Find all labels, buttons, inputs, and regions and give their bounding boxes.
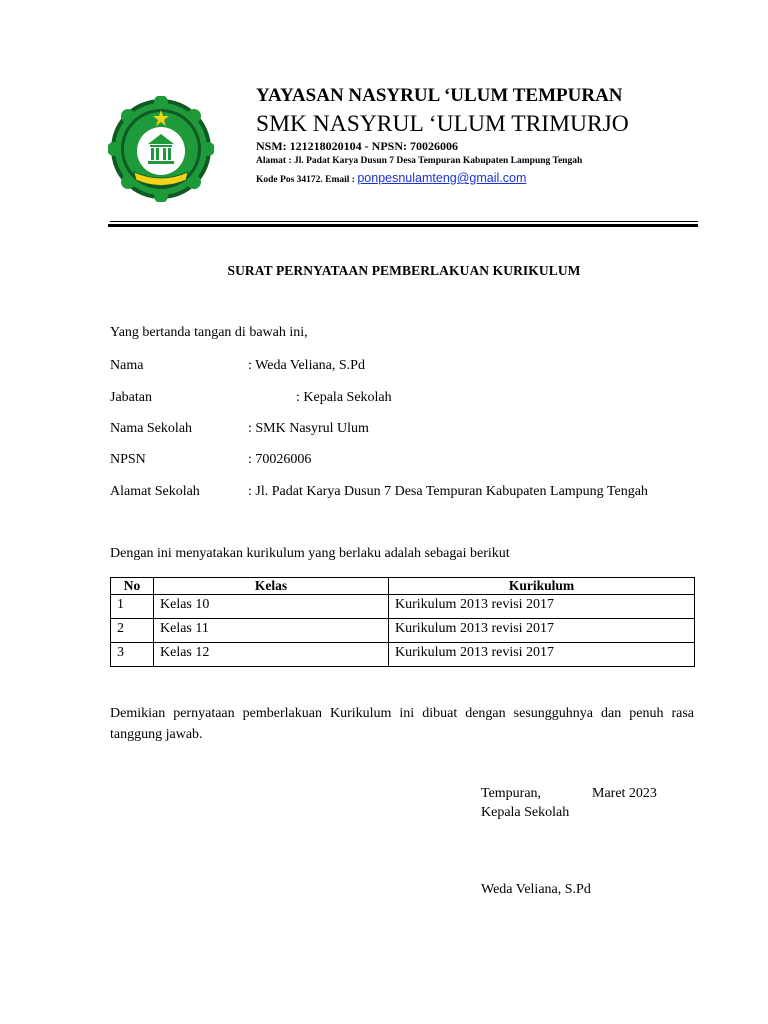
school-emblem-icon [108, 96, 214, 202]
field-label-jabatan: Jabatan [110, 390, 152, 405]
cell-kelas: Kelas 12 [154, 643, 389, 667]
cell-no: 2 [111, 619, 154, 643]
postal-email-line [256, 171, 526, 185]
signature-name: Weda Veliana, S.Pd [481, 882, 591, 897]
cell-kurikulum: Kurikulum 2013 revisi 2017 [389, 595, 695, 619]
header-divider-thick [108, 224, 698, 227]
col-header-kelas: Kelas [154, 578, 389, 595]
signature-position: Kepala Sekolah [481, 805, 570, 820]
field-label-npsn: NPSN [110, 452, 146, 467]
statement-text: Dengan ini menyatakan kurikulum yang berlaku adalah sebagai berikut [110, 546, 510, 561]
table-row [111, 619, 695, 643]
field-label-alamat: Alamat Sekolah [110, 484, 200, 499]
field-value-jabatan: : Kepala Sekolah [296, 390, 392, 405]
postal-code: Kode Pos 34172. Email : [256, 175, 355, 185]
cell-kurikulum: Kurikulum 2013 revisi 2017 [389, 643, 695, 667]
curriculum-table [110, 577, 695, 667]
email-link[interactable]: ponpesnulamteng@gmail.com [357, 171, 527, 185]
intro-text: Yang bertanda tangan di bawah ini, [110, 325, 308, 340]
field-value-nama-sekolah: : SMK Nasyrul Ulum [248, 421, 369, 436]
school-logo [108, 96, 214, 202]
cell-kelas: Kelas 11 [154, 619, 389, 643]
table-header-row [111, 578, 695, 595]
signature-date: Maret 2023 [592, 786, 657, 801]
cell-no: 3 [111, 643, 154, 667]
table-row [111, 595, 695, 619]
letter-title: SURAT PERNYATAAN PEMBERLAKUAN KURIKULUM [227, 263, 581, 278]
field-value-nama: : Weda Veliana, S.Pd [248, 358, 365, 373]
table-row [111, 643, 695, 667]
school-address: Alamat : Jl. Padat Karya Dusun 7 Desa Tempuran Kabupaten Lampung Tengah [256, 156, 583, 166]
cell-kelas: Kelas 10 [154, 595, 389, 619]
school-name: SMK NASYRUL ‘ULUM TRIMURJO [256, 111, 629, 137]
field-value-alamat: : Jl. Padat Karya Dusun 7 Desa Tempuran Kabupaten Lampung Tengah [248, 484, 648, 499]
col-header-kurikulum: Kurikulum [389, 578, 695, 595]
field-label-nama-sekolah: Nama Sekolah [110, 421, 193, 436]
cell-kurikulum: Kurikulum 2013 revisi 2017 [389, 619, 695, 643]
foundation-name: YAYASAN NASYRUL ‘ULUM TEMPURAN [256, 85, 623, 106]
col-header-no: No [111, 578, 154, 595]
header-divider-thin [110, 221, 698, 222]
field-label-nama: Nama [110, 358, 144, 373]
signature-place: Tempuran, [481, 786, 542, 801]
closing-paragraph: Demikian pernyataan pemberlakuan Kurikulum ini dibuat dengan sesungguhnya dan penuh rasa tanggung jawab. [110, 706, 694, 742]
school-ids: NSM: 121218020104 - NPSN: 70026006 [256, 139, 458, 153]
field-value-npsn: : 70026006 [248, 452, 312, 467]
cell-no: 1 [111, 595, 154, 619]
